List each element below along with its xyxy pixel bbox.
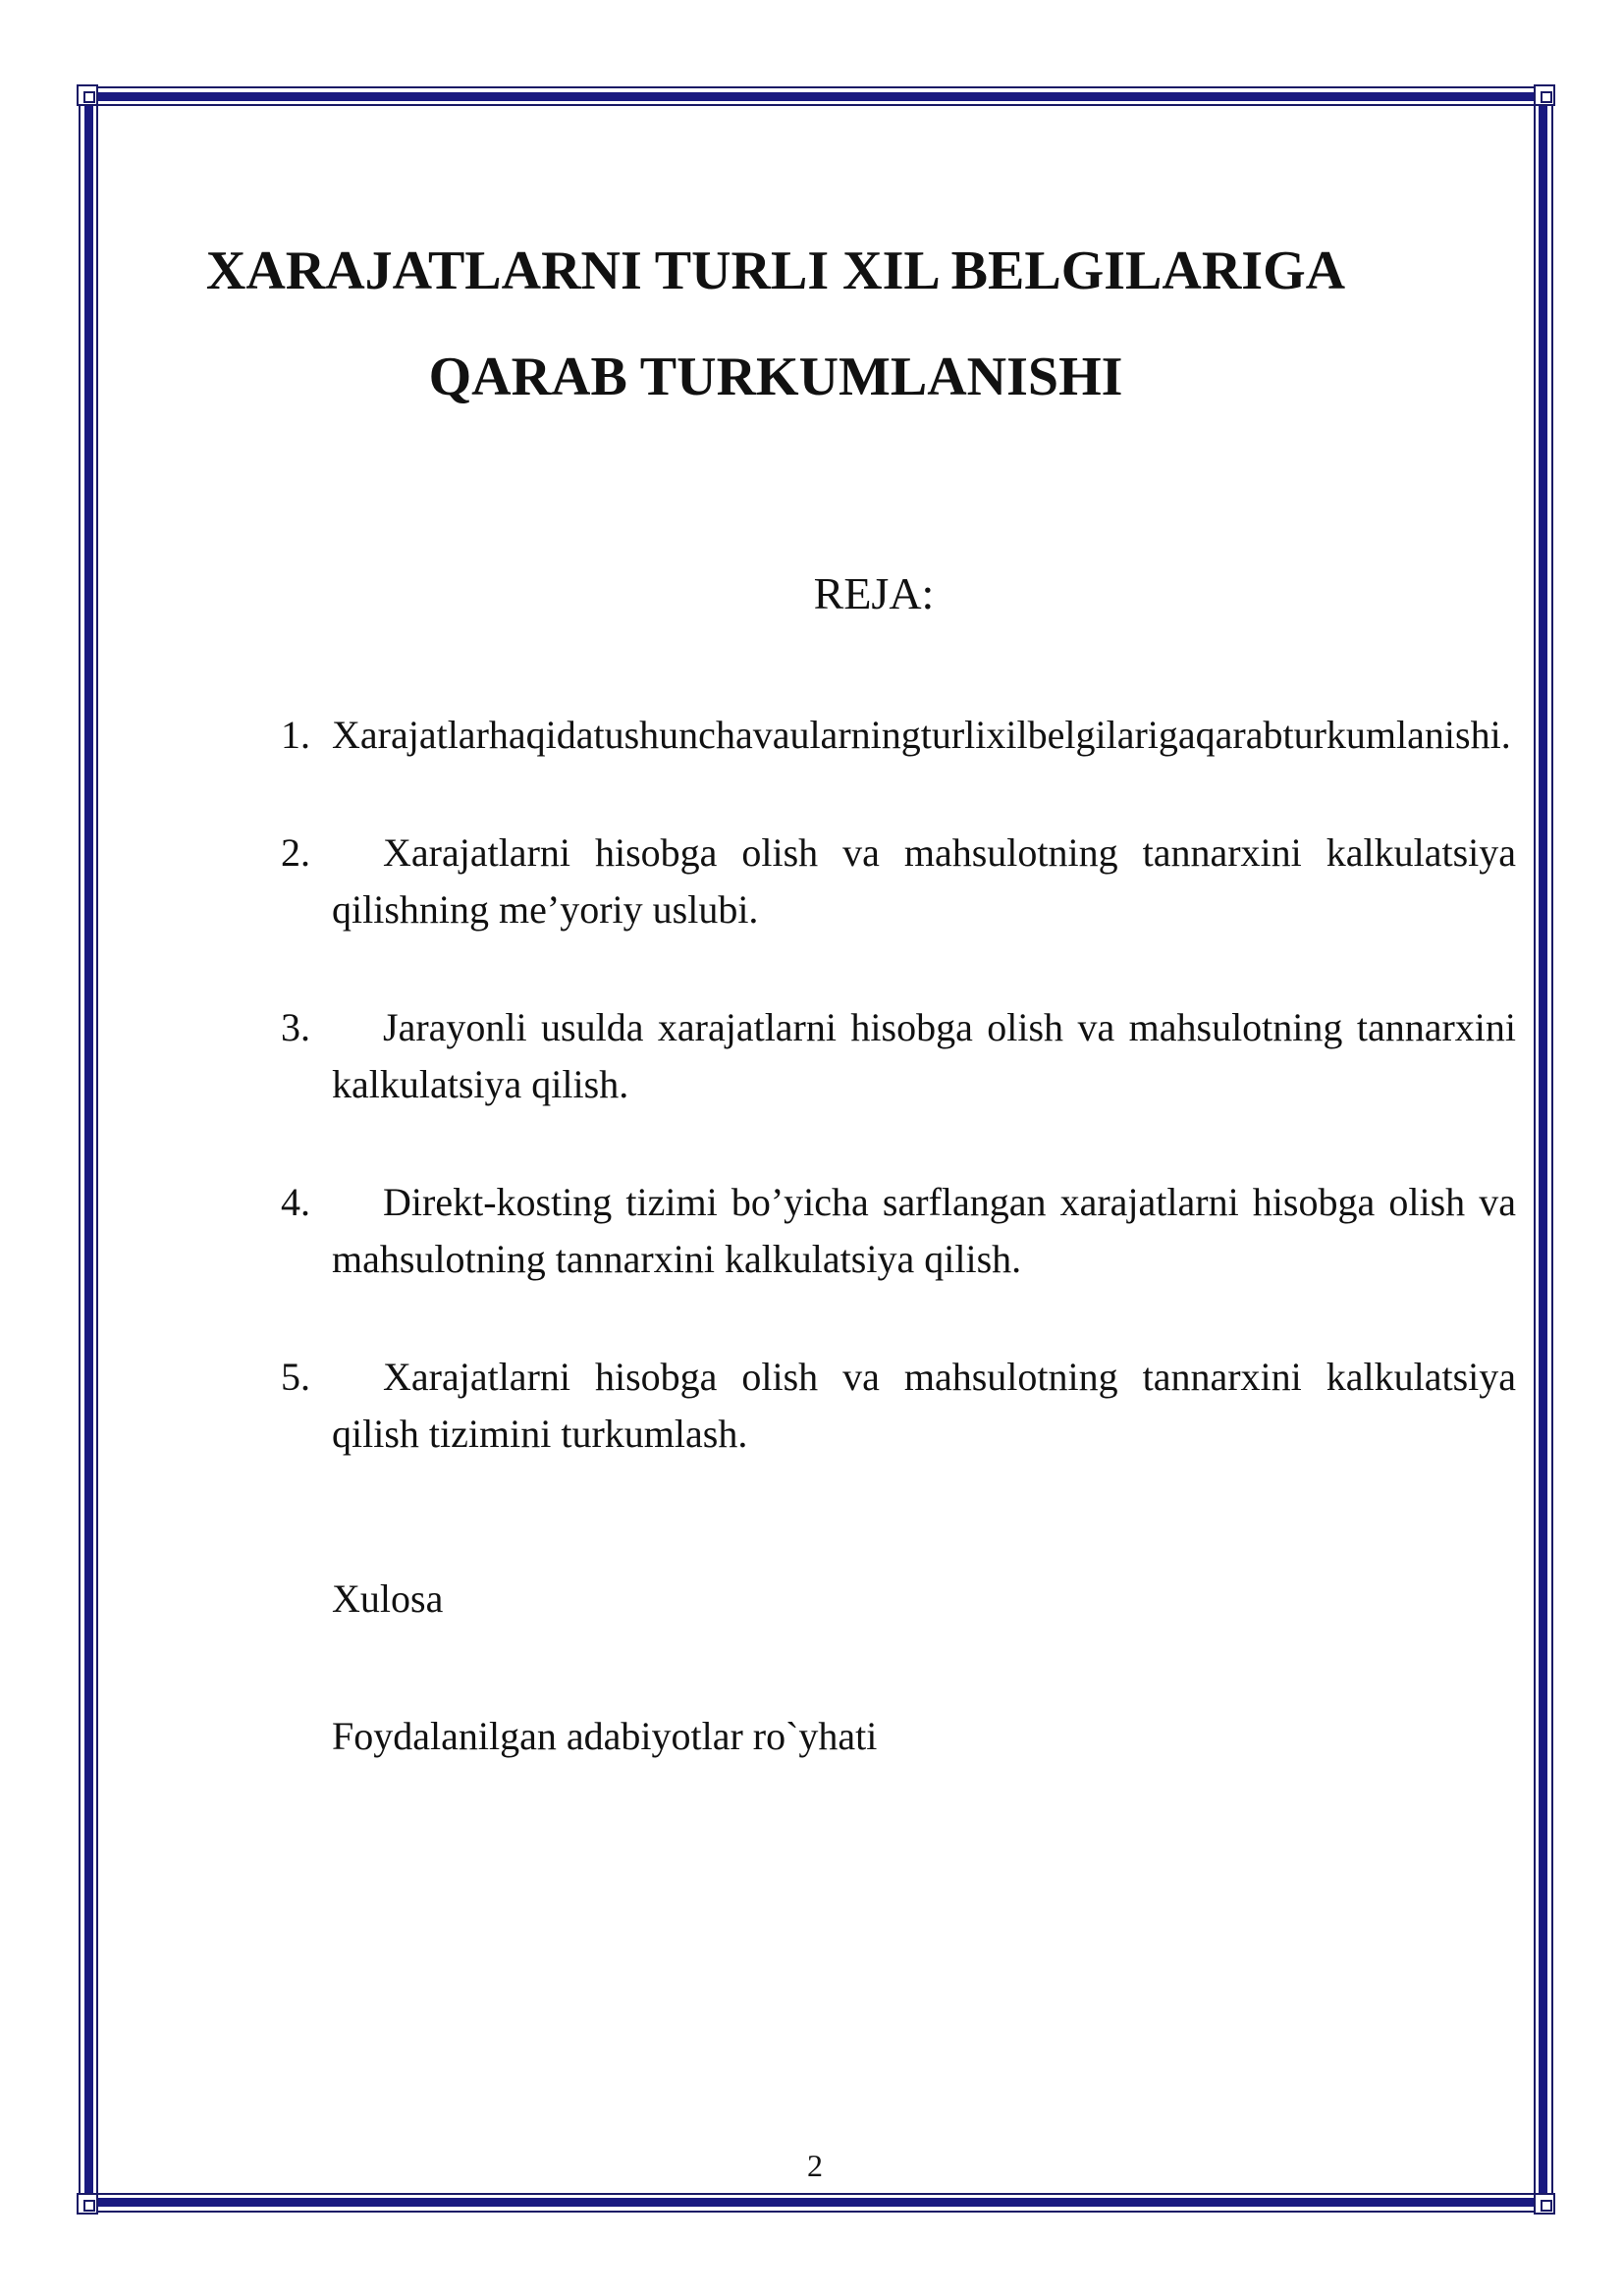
references-entry: Foydalanilgan adabiyotlar ro`yhati — [332, 1714, 878, 1758]
plan-item-number: 3. — [281, 1005, 310, 1049]
plan-item-text: Xarajatlarhaqidatushunchavaularningturlixilbelgilarigaqarabturkumlanishi. — [332, 713, 1511, 757]
plan-item-text: Xarajatlarni hisobga olish va mahsulotning tannarxini kalkulatsiya qilishning me’yoriy uslubi. — [332, 830, 1516, 932]
plan-item — [281, 825, 1516, 938]
plan-item-number: 1. — [281, 713, 310, 757]
plan-item — [281, 1174, 1516, 1288]
conclusion-entry: Xulosa — [332, 1576, 444, 1621]
frame-corner-bottom-left — [77, 2193, 98, 2215]
document-title-line-1: XARAJATLARNI TURLI XIL BELGILARIGA — [205, 240, 1346, 301]
plan-list — [281, 707, 1516, 1523]
plan-heading: REJA: — [813, 568, 935, 618]
plan-item — [281, 707, 1516, 764]
frame-corner-top-left — [77, 84, 98, 106]
document-title-line-2: QARAB TURKUMLANISHI — [428, 347, 1123, 407]
plan-item-number: 2. — [281, 830, 310, 875]
frame-corner-top-right — [1534, 84, 1555, 106]
plan-item-text: Direkt-kosting tizimi bo’yicha sarflangan xarajatlarni hisobga olish va mahsulotning tannarxini kalkulatsiya qilish. — [332, 1180, 1516, 1281]
plan-item-number: 4. — [281, 1180, 310, 1224]
plan-item-text: Jarayonli usulda xarajatlarni hisobga olish va mahsulotning tannarxini kalkulatsiya qilish. — [332, 1005, 1516, 1106]
document-title — [196, 218, 1355, 430]
frame-corner-bottom-right — [1534, 2193, 1555, 2215]
page-number: 2 — [807, 2148, 823, 2183]
plan-item-text: Xarajatlarni hisobga olish va mahsulotning tannarxini kalkulatsiya qilish tizimini turkumlash. — [332, 1355, 1516, 1456]
plan-item — [281, 1349, 1516, 1463]
plan-item-number: 5. — [281, 1355, 310, 1399]
plan-item — [281, 999, 1516, 1113]
